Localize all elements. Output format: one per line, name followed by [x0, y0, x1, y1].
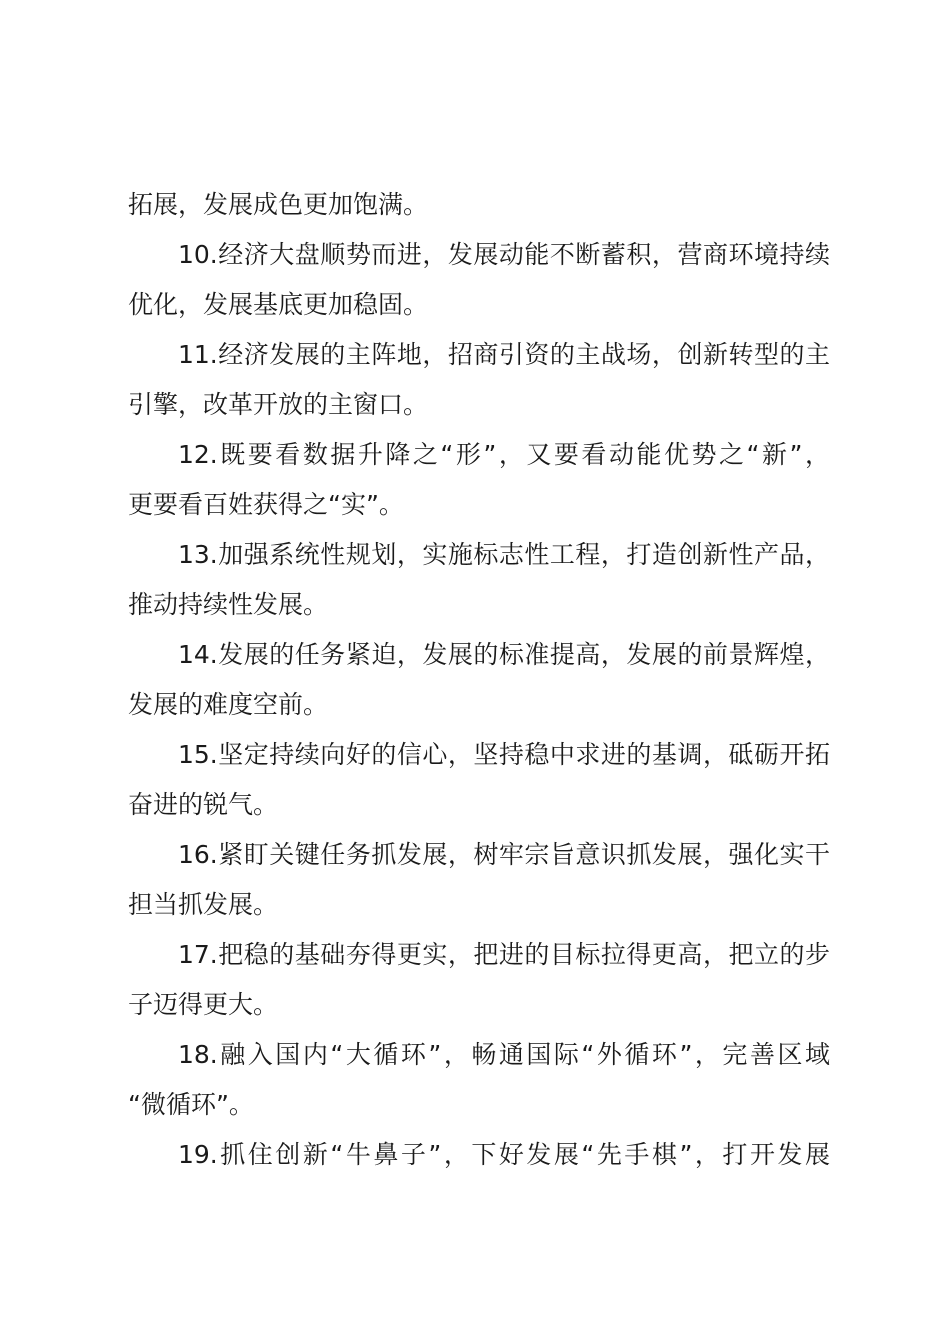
- paragraph-continuation-line: 更要看百姓获得之“实”。: [128, 490, 404, 519]
- paragraph-continuation-line: 引擎，改革开放的主窗口。: [128, 390, 429, 419]
- paragraph-continuation-line: 奋进的锐气。: [128, 790, 279, 819]
- document-body: [128, 180, 830, 1180]
- paragraph-continuation-line: 推动持续性发展。: [128, 590, 329, 619]
- paragraph-first-line: 15.坚定持续向好的信心，坚持稳中求进的基调，砥砺开拓: [178, 740, 830, 769]
- paragraph-continuation-line: 子迈得更大。: [128, 990, 279, 1019]
- paragraph-first-line: 11.经济发展的主阵地，招商引资的主战场，创新转型的主: [178, 340, 830, 369]
- paragraph-first-line: 14.发展的任务紧迫，发展的标准提高，发展的前景辉煌，: [178, 640, 830, 669]
- paragraph-continuation-line: 优化，发展基底更加稳固。: [128, 290, 429, 319]
- paragraph-first-line: 10.经济大盘顺势而进，发展动能不断蓄积，营商环境持续: [178, 240, 830, 269]
- paragraph-first-line: 12.既要看数据升降之“形”，又要看动能优势之“新”，: [178, 440, 830, 469]
- paragraph-continuation-line: 拓展，发展成色更加饱满。: [128, 190, 429, 219]
- paragraph-continuation-line: 发展的难度空前。: [128, 690, 329, 719]
- paragraph-continuation-line: “微循环”。: [128, 1090, 254, 1119]
- paragraph-continuation-line: 担当抓发展。: [128, 890, 279, 919]
- paragraph-first-line: 16.紧盯关键任务抓发展，树牢宗旨意识抓发展，强化实干: [178, 840, 830, 869]
- paragraph-first-line: 18.融入国内“大循环”，畅通国际“外循环”，完善区域: [178, 1040, 830, 1069]
- paragraph-first-line: 13.加强系统性规划，实施标志性工程，打造创新性产品，: [178, 540, 830, 569]
- paragraph-first-line: 17.把稳的基础夯得更实，把进的目标拉得更高，把立的步: [178, 940, 830, 969]
- paragraph-first-line: 19.抓住创新“牛鼻子”，下好发展“先手棋”，打开发展: [178, 1140, 830, 1169]
